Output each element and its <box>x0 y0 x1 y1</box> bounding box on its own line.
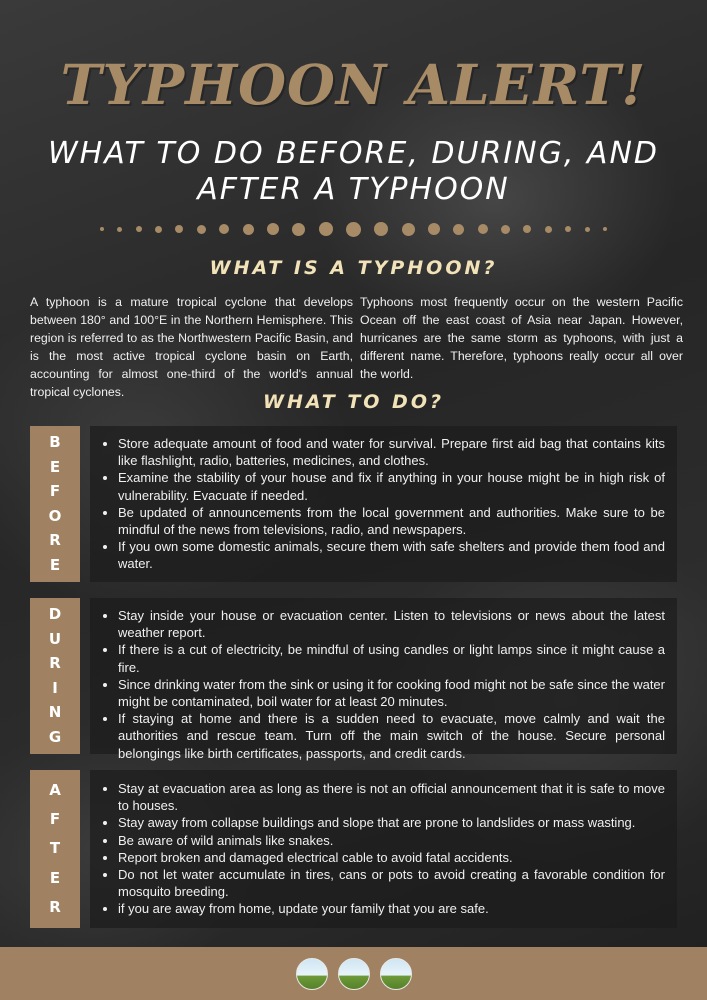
list-item: • Do not let water accumulate in tires, cans or pots to avoid creating a favorable condition for mosquito breeding. <box>118 866 665 900</box>
list-item: • Report broken and damaged electrical cable to avoid fatal accidents. <box>118 849 665 866</box>
after-tag <box>30 770 80 928</box>
divider-dot <box>292 223 305 236</box>
tag-letter: E <box>49 457 61 476</box>
divider-dot <box>523 225 531 233</box>
tag-letter: F <box>49 482 61 501</box>
page-subtitle: WHAT TO DO BEFORE, DURING, AND AFTER A TYPHOON <box>47 136 659 207</box>
divider-dot <box>155 226 162 233</box>
list-item: • Store adequate amount of food and water for survival. Prepare first aid bag that contains kits like flashlight, radio, batteries, medicines, and clothes. <box>118 435 665 469</box>
divider-dot <box>219 224 229 234</box>
during-tag <box>30 598 80 754</box>
before-list <box>90 426 677 573</box>
divider-dot <box>100 227 104 231</box>
list-item: • Stay at evacuation area as long as there is not an official announcement that it is safe to move to houses. <box>118 780 665 814</box>
tag-letter: E <box>49 555 61 574</box>
what-to-do-heading: WHAT TO DO? <box>263 391 444 413</box>
globe-icon <box>380 958 412 990</box>
after-box <box>90 770 677 928</box>
before-box <box>90 426 677 582</box>
tag-letter: U <box>48 629 62 648</box>
divider-dot <box>319 222 333 236</box>
tag-letter: D <box>48 605 62 624</box>
divider-dot <box>565 226 571 232</box>
tag-letter: F <box>49 810 61 829</box>
list-item: • Since drinking water from the sink or using it for cooking food might not be safe since the water might be contaminated, boil water for at least 20 minutes. <box>118 676 665 710</box>
tag-letter: R <box>49 897 61 916</box>
list-item: • If staying at home and there is a sudden need to evacuate, move calmly and wait the authorities and rescue team. Turn off the main switch of the house. Secure personal belongings like birth certificates, passports, and credit cards. <box>118 710 665 762</box>
tag-letter: O <box>48 506 62 525</box>
list-item: • if you are away from home, update your family that you are safe. <box>118 900 665 917</box>
divider-dot <box>117 227 122 232</box>
list-item: • If there is a cut of electricity, be mindful of using candles or light lamps since it might cause a fire. <box>118 641 665 675</box>
divider-dot <box>402 223 415 236</box>
divider-dot <box>585 227 590 232</box>
divider-dot <box>545 226 552 233</box>
divider-dot <box>478 224 488 234</box>
tag-letter: E <box>49 868 61 887</box>
divider-dot <box>346 222 361 237</box>
after-list <box>90 770 677 918</box>
divider-dot <box>453 224 464 235</box>
list-item: • Examine the stability of your house and fix if anything in your house might be in high risk of vulnerability. Evacuate if needed. <box>118 469 665 503</box>
before-section <box>30 426 677 582</box>
tag-letter: T <box>49 839 61 858</box>
list-item: • Be updated of announcements from the local government and authorities. Make sure to be mindful of the news from televisions, radio, and newspapers. <box>118 504 665 538</box>
page-title: TYPHOON ALERT! <box>60 52 647 117</box>
tag-letter: A <box>49 781 61 800</box>
intro-left-paragraph: A typhoon is a mature tropical cyclone that develops between 180° and 100°E in the Northern Hemisphere. This region is referred to as the Northwestern Pacific Basin, and is the most active tropical cyclone basin on Earth, accounting for almost one-third of the world's annual tropical cyclones. <box>30 295 353 399</box>
divider-dot <box>374 222 388 236</box>
globe-icon <box>296 958 328 990</box>
divider-dot <box>243 224 254 235</box>
tag-letter: N <box>48 703 62 722</box>
before-tag <box>30 426 80 582</box>
divider-dot <box>136 226 142 232</box>
tag-letter: R <box>49 654 61 673</box>
after-section <box>30 770 677 928</box>
tag-letter: G <box>48 727 62 746</box>
during-list <box>90 598 677 762</box>
tag-letter: R <box>49 531 61 550</box>
list-item: • If you own some domestic animals, secure them with safe shelters and provide them food and water. <box>118 538 665 572</box>
tag-letter: I <box>52 678 58 697</box>
footer-bar <box>0 947 707 1000</box>
list-item: • Stay inside your house or evacuation center. Listen to televisions or news about the latest weather report. <box>118 607 665 641</box>
divider-dot <box>267 223 279 235</box>
dot-divider <box>100 221 607 237</box>
globe-icon <box>338 958 370 990</box>
list-item: • Stay away from collapse buildings and slope that are prone to landslides or mass wasting. <box>118 814 665 831</box>
divider-dot <box>603 227 607 231</box>
during-section <box>30 598 677 761</box>
what-is-heading: WHAT IS A TYPHOON? <box>209 257 498 279</box>
divider-dot <box>428 223 440 235</box>
intro-right-paragraph: Typhoons most frequently occur on the western Pacific Ocean off the east coast of Asia near Japan. However, hurricanes are the same storm as typhoons, with just a different name. Therefore, typhoons really occur all over the world. <box>360 295 683 381</box>
divider-dot <box>175 225 183 233</box>
divider-dot <box>501 225 510 234</box>
tag-letter: B <box>49 433 61 452</box>
divider-dot <box>197 225 206 234</box>
list-item: • Be aware of wild animals like snakes. <box>118 832 665 849</box>
during-box <box>90 598 677 761</box>
